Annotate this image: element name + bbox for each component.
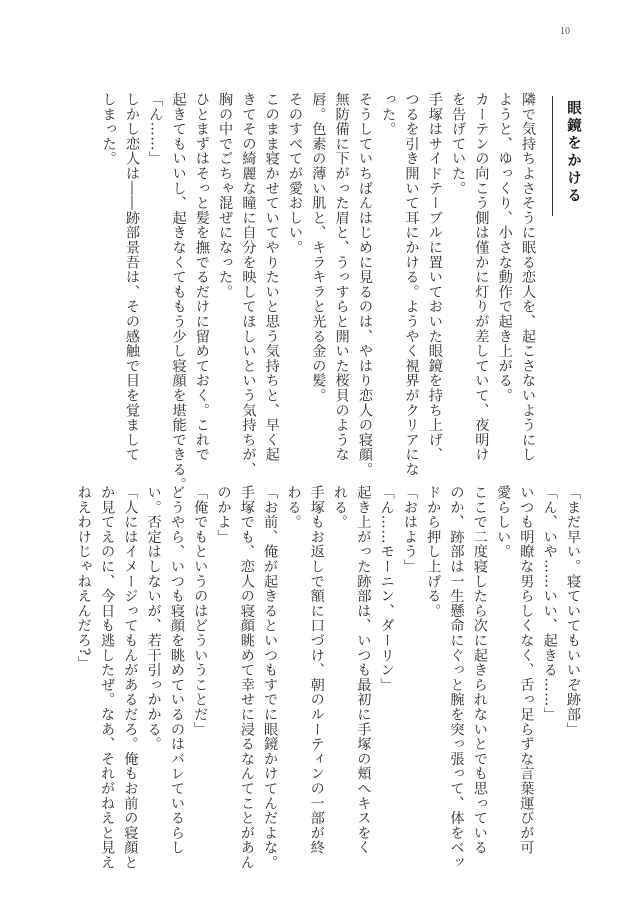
text-line: 「人にはイメージってもんがあるだろ。俺もお前の寝顔と <box>122 485 139 870</box>
text-line: 手塚はサイドテーブルに置いておいた眼鏡を持ち上げ、 <box>426 92 443 462</box>
text-line: 胸の中でごちゃ混ぜになった。 <box>217 92 234 300</box>
text-line: のかよ」 <box>215 485 232 545</box>
text-line: 「ん……」 <box>147 92 164 166</box>
text-line: カーテンの向こう側は僅かに灯りが差していて、夜明け <box>473 92 490 462</box>
text-line: 隣で気持ちよさそうに眠る恋人を、起こさないようにし <box>520 92 536 462</box>
text-line: を告げていた。 <box>450 92 467 196</box>
body-text-lower <box>71 485 584 870</box>
text-line: しまった。 <box>100 92 117 166</box>
title-divider <box>552 96 553 216</box>
text-line: 無防備に下がった眉と、うっすらと開いた桜貝のような <box>333 92 350 462</box>
text-line: 「ん……モーニン、ダーリン」 <box>378 485 395 693</box>
text-line: 手塚もお返しで額に口づけ、朝のルーティンの一部が終 <box>308 485 325 855</box>
body-text-upper <box>96 92 539 492</box>
text-line: 起き上がった跡部は、いつも最初に手塚の頬へキスをく <box>355 485 372 855</box>
page-number: 10 <box>560 26 570 37</box>
text-line: 唇。色素の薄い肌と、キラキラと光る金の髪。 <box>310 92 327 403</box>
text-line: わる。 <box>285 485 302 530</box>
text-line: れる。 <box>332 485 349 530</box>
text-line: ここで二度寝したら次に起きられないとでも思っている <box>471 485 488 855</box>
text-line: このまま寝かせていてやりたいと思う気持ちと、早く起 <box>263 92 280 462</box>
text-line: のか、跡部は一生懸命にぐっと腕を突っ張って、体をベッ <box>448 485 465 870</box>
text-line: 愛らしい。 <box>495 485 512 559</box>
text-line: った。 <box>380 92 397 137</box>
text-line: ひとまずはそっと髪を撫でるだけに留めておく。これで <box>193 92 210 462</box>
text-line: 「まだ早い。寝ていてもいいぞ跡部」 <box>565 485 581 737</box>
text-line: ようと、ゆっくり、小さな動作で起き上がる。 <box>496 92 513 403</box>
text-line: か見てえのに、今日も逃したぜ。なあ、それがねえと見え <box>99 485 116 870</box>
text-line: 「ん、いや……いい、起きる……」 <box>541 485 558 722</box>
text-line: 「お前、俺が起きるといつもすでに眼鏡かけてんだよな。 <box>262 485 279 870</box>
text-line: 起きてもいいし、起きなくてももう少し寝顔を堪能できる。 <box>170 92 187 492</box>
text-line: い。否定はしないが、若干引っかかる。 <box>145 485 162 752</box>
text-line: 「おはよう」 <box>401 485 418 574</box>
text-line: つるを引き開いて耳にかける。ようやく視界がクリアにな <box>403 92 420 477</box>
text-line: どうやら、いつも寝顔を眺めているのはバレているらし <box>168 485 185 855</box>
text-line: いつも明瞭な男らしくなく、舌っ足らずな言葉運びが可 <box>518 485 535 855</box>
text-line: きてその綺麗な瞳に自分を映してほしいという気持ちが、 <box>240 92 257 477</box>
text-line: ドから押し上げる。 <box>425 485 442 619</box>
text-line: しかし恋人は――跡部景吾は、その感触で目を覚まして <box>123 92 140 462</box>
text-line: 「俺でもというのはどういうことだ」 <box>192 485 209 737</box>
chapter-title: 眼鏡をかける <box>565 100 581 205</box>
text-line: ねえわけじゃねえんだろ?」 <box>75 485 92 671</box>
text-line: 手塚でも、恋人の寝顔眺めて幸せに浸るなんてことがあん <box>238 485 255 870</box>
text-line: そのすべてが愛おしい。 <box>287 92 304 255</box>
text-line: そうしていちばんはじめに見るのは、やはり恋人の寝顔。 <box>356 92 373 477</box>
